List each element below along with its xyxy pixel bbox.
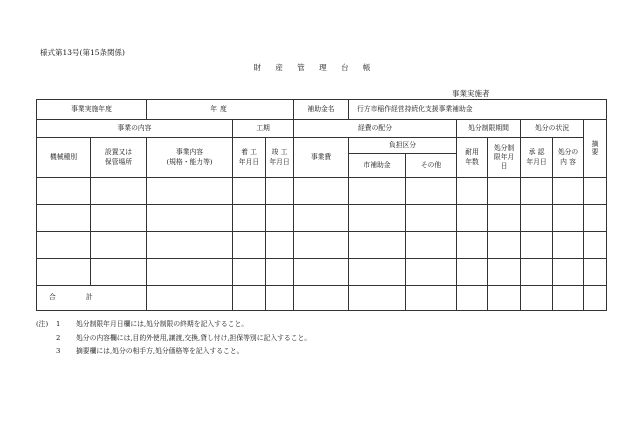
group-header-row xyxy=(37,120,607,138)
year-suffix[interactable]: 年度 xyxy=(147,100,294,120)
col-other: その他 xyxy=(406,154,457,178)
group-disposal: 処分の状況 xyxy=(521,120,584,138)
group-restriction: 処分制限期間 xyxy=(457,120,521,138)
col-burden: 負担区分 xyxy=(349,138,457,154)
form-number: 様式第13号(第15条関係) xyxy=(40,48,125,57)
sub-header-row xyxy=(37,138,607,154)
table-row xyxy=(37,259,607,286)
col-limit-date: 処分制 限年月 日 xyxy=(488,138,521,178)
notes-section xyxy=(36,318,311,359)
col-location: 設置又は 保管場所 xyxy=(91,138,147,178)
note-item: 3 摘要欄には,処分の相手方,処分価格等を記入すること。 xyxy=(36,345,311,359)
subsidy-name-value: 行方市稲作経営持続化支援事業補助金 xyxy=(349,100,607,120)
implementer-field[interactable]: 事業実施者 xyxy=(430,88,598,100)
col-start-date: 着 工 年月日 xyxy=(233,138,266,178)
table-row xyxy=(37,178,607,205)
year-label: 事業実施年度 xyxy=(37,100,147,120)
col-useful-years: 耐用 年数 xyxy=(457,138,488,178)
col-disposal-content: 処分の 内 容 xyxy=(553,138,584,178)
table-row xyxy=(37,232,607,259)
note-text: 摘要欄には,処分の相手方,処分価格等を記入すること。 xyxy=(76,347,244,355)
col-content: 事業内容 (規格・能力等) xyxy=(147,138,233,178)
group-cost: 経費の配分 xyxy=(294,120,457,138)
group-period: 工期 xyxy=(233,120,294,138)
col-machine-type: 機械種別 xyxy=(37,138,91,178)
note-text: 処分制限年月日欄には,処分制限の終期を記入すること。 xyxy=(76,320,249,328)
note-item: 2 処分の内容欄には,目的外使用,譲渡,交換,貸し付け,担保等別に記入すること。 xyxy=(36,332,311,346)
total-label: 合 計 xyxy=(37,286,147,311)
property-ledger-table xyxy=(36,99,607,311)
notes-prefix: (注) xyxy=(36,320,49,328)
note-item: (注) 1 処分制限年月日欄には,処分制限の終期を記入すること。 xyxy=(36,318,311,332)
col-end-date: 竣 工 年月日 xyxy=(266,138,294,178)
col-approval-date: 承 認 年月日 xyxy=(521,138,553,178)
col-project-cost: 事業費 xyxy=(294,138,349,178)
total-row xyxy=(37,286,607,311)
group-content: 事業の内容 xyxy=(37,120,233,138)
col-city-subsidy: 市補助金 xyxy=(349,154,406,178)
subsidy-name-label: 補助金名 xyxy=(294,100,349,120)
table-row xyxy=(37,205,607,232)
note-text: 処分の内容欄には,目的外使用,譲渡,交換,貸し付け,担保等別に記入すること。 xyxy=(76,333,312,342)
year-row xyxy=(37,100,607,120)
document-title: 財 産 管 理 台 帳 xyxy=(253,63,377,72)
remarks-header: 摘要 xyxy=(584,120,607,178)
